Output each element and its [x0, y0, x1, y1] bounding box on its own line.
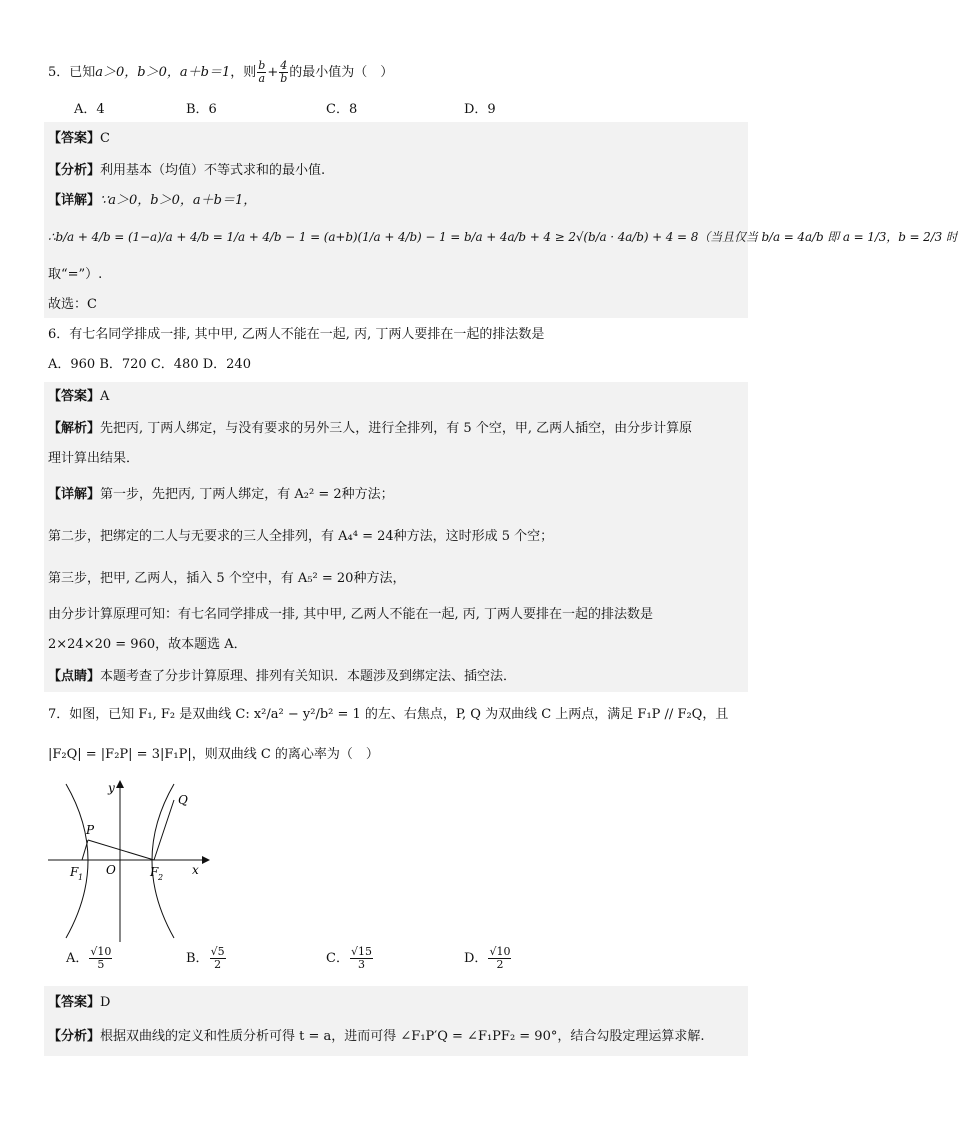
q5-option-b: B．6 — [186, 102, 217, 117]
q6-detail-4: 由分步计算原理可知：有七名同学排成一排, 其中甲, 乙两人不能在一起, 丙, 丁两人要排在一起的排法数是 — [48, 607, 654, 622]
q5-detail: 【详解】∵a＞0，b＞0，a＋b＝1， — [48, 193, 257, 208]
q5-condition: a＞0，b＞0，a＋b＝1 — [95, 65, 231, 80]
q7-answer: 【答案】D — [48, 995, 111, 1010]
q7-option-d: D． $\frac{√10}{2}$ — [464, 945, 511, 971]
q7-analysis: 【分析】根据双曲线的定义和性质分析可得 t = a，进而可得 ∠F₁P′Q = ∠F₁PF₂ = 90°，结合勾股定理运算求解. — [48, 1029, 705, 1044]
q5-fraction-b-over-a: $\frac{b}{a}$ — [258, 59, 266, 85]
q7-option-b-value: $\frac{√5}{2}$ — [210, 945, 225, 971]
q5-stem-mid: ，则 — [230, 65, 257, 80]
q6-detail-1: 【详解】第一步，先把丙, 丁两人绑定，有 A₂² = 2种方法； — [48, 487, 394, 502]
q5-choice: 故选：C — [48, 297, 97, 312]
label-f1-sub: 1 — [78, 873, 84, 882]
label-y: y — [108, 781, 115, 795]
q5-analysis: 【分析】利用基本（均值）不等式求和的最小值. — [48, 163, 326, 178]
right-branch — [152, 784, 174, 938]
q5-stem-suffix: 的最小值为（ ） — [289, 65, 394, 80]
segment-f2q — [154, 800, 174, 860]
q7-option-a: A． $\frac{√10}{5}$ — [66, 945, 112, 971]
label-p: P — [86, 823, 95, 837]
q6-detail-5: 2×24×20 = 960，故本题选 A． — [48, 637, 247, 652]
label-o: O — [106, 863, 116, 877]
q6-options: A．960 B．720 C．480 D．240 — [48, 357, 251, 372]
label-q: Q — [178, 793, 188, 807]
q7-stem-2: |F₂Q| = |F₂P| = 3|F₁P|，则双曲线 C 的离心率为（ ） — [48, 747, 379, 762]
q5-option-d: D．9 — [464, 102, 496, 117]
segment-pf2 — [88, 840, 154, 860]
q6-remark: 【点睛】本题考查了分步计算原理、排列有关知识．本题涉及到绑定法、插空法． — [48, 669, 517, 684]
label-x: x — [192, 863, 199, 877]
y-axis-arrow — [116, 780, 124, 788]
q6-analysis-1: 【解析】先把丙, 丁两人绑定，与没有要求的另外三人，进行全排列，有 5 个空，甲, 乙两人插空，由分步计算原 — [48, 421, 693, 436]
q7-option-a-value: $\frac{√10}{5}$ — [90, 945, 112, 971]
q6-detail-3: 第三步，把甲, 乙两人，插入 5 个空中，有 A₅² = 20种方法， — [48, 571, 406, 586]
label-f1: F — [70, 865, 79, 879]
q6-answer: 【答案】A — [48, 389, 110, 404]
label-f2-sub: 2 — [158, 873, 164, 882]
q7-option-d-value: $\frac{√10}{2}$ — [489, 945, 511, 971]
hyperbola-figure — [44, 776, 214, 946]
q7-option-b: B． $\frac{√5}{2}$ — [186, 945, 225, 971]
q5-option-c: C．8 — [326, 102, 358, 117]
q7-option-c: C． $\frac{√15}{3}$ — [326, 945, 372, 971]
q5-stem-prefix: 5．已知 — [48, 65, 96, 80]
q5-stem — [48, 60, 393, 85]
q6-analysis-2: 理计算出结果． — [48, 451, 140, 466]
q5-solution-block — [44, 122, 748, 318]
q5-derivation-end: 取“=”）. — [48, 267, 103, 282]
q5-answer: 【答案】C — [48, 131, 110, 146]
q6-detail-2: 第二步，把绑定的二人与无要求的三人全排列，有 A₄⁴ = 24种方法，这时形成 5 个空； — [48, 529, 554, 544]
q5-option-a: A．4 — [74, 102, 105, 117]
q7-stem-1: 7．如图，已知 F₁, F₂ 是双曲线 C: x²/a² − y²/b² = 1 的左、右焦点，P, Q 为双曲线 C 上两点，满足 F₁P // F₂Q，且 — [48, 707, 729, 722]
left-branch — [66, 784, 88, 938]
q5-derivation: ∴b/a + 4/b = (1−a)/a + 4/b = 1/a + 4/b − 1 = (a+b)(1/a + 4/b) − 1 = b/a + 4a/b + 4 ≥ 2√(b/a · 4a/b) + 4 = 8（当且仅当 b/a = 4a/b 即 a = 1/3，b = 2/3 时 — [48, 230, 958, 244]
q5-plus: + — [267, 65, 279, 80]
q7-option-c-value: $\frac{√15}{3}$ — [350, 945, 372, 971]
q5-fraction-4-over-b: $\frac{4}{b}$ — [280, 59, 288, 85]
x-axis-arrow — [202, 856, 210, 864]
label-f2: F — [150, 865, 159, 879]
q6-stem: 6．有七名同学排成一排, 其中甲, 乙两人不能在一起, 丙, 丁两人要排在一起的排法数是 — [48, 327, 545, 342]
